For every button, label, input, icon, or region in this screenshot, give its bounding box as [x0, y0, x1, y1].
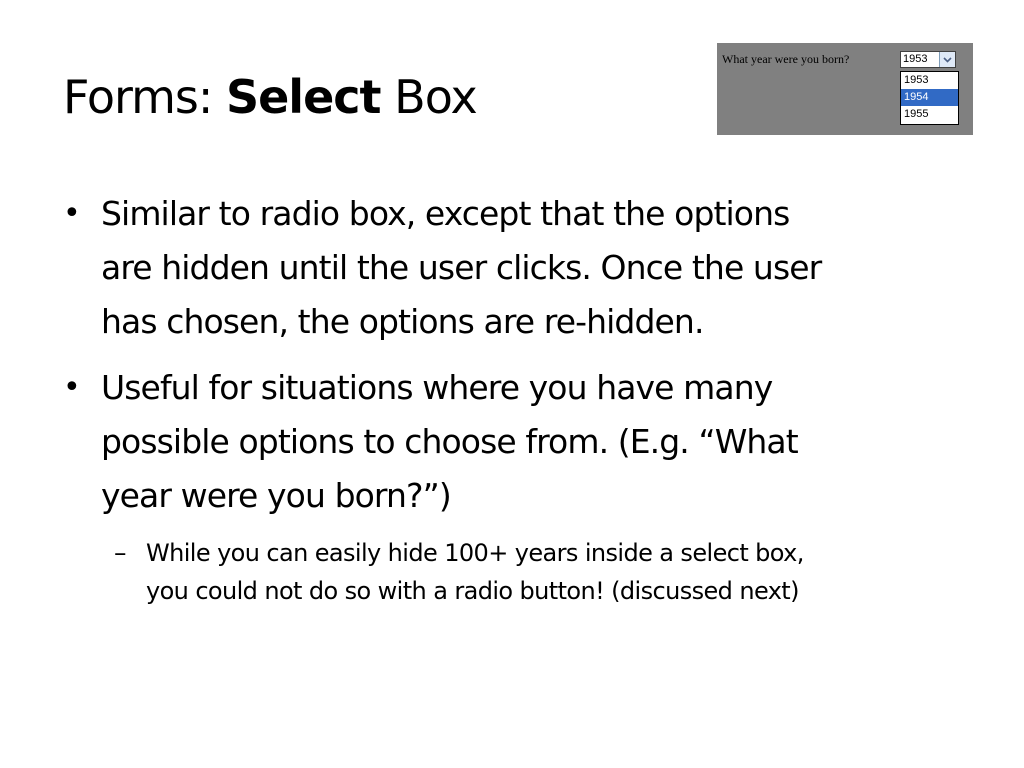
slide-title	[63, 64, 477, 130]
sub-bullet-marker: –	[114, 538, 127, 567]
bullet-text: Useful for situations where you have many possible options to choose from. (E.g. “What year were you born?”)	[101, 368, 798, 515]
chevron-down-icon-glyph	[943, 57, 952, 63]
year-option-highlighted[interactable]: 1954	[901, 89, 958, 106]
sub-bullet-text: While you can easily hide 100+ years inside a select box, you could not do so with a radio button! (discussed next)	[146, 539, 804, 605]
year-dropdown-list	[900, 71, 959, 125]
bullet-marker: •	[63, 196, 81, 231]
title-prefix: Forms:	[63, 70, 226, 124]
select-box-example-image	[717, 43, 973, 135]
select-prompt-label: What year were you born?	[722, 52, 850, 66]
bullet-marker: •	[63, 370, 81, 405]
year-option[interactable]: 1953	[904, 74, 929, 86]
chevron-down-icon[interactable]	[939, 52, 955, 67]
title-suffix: Box	[380, 70, 477, 124]
bullet-text: Similar to radio box, except that the options are hidden until the user clicks. Once the user has chosen, the options are re-hidden.	[101, 194, 822, 341]
year-select[interactable]	[900, 51, 956, 68]
year-option[interactable]: 1955	[904, 108, 929, 120]
year-select-value: 1953	[903, 53, 928, 65]
title-bold-word: Select	[225, 70, 381, 124]
